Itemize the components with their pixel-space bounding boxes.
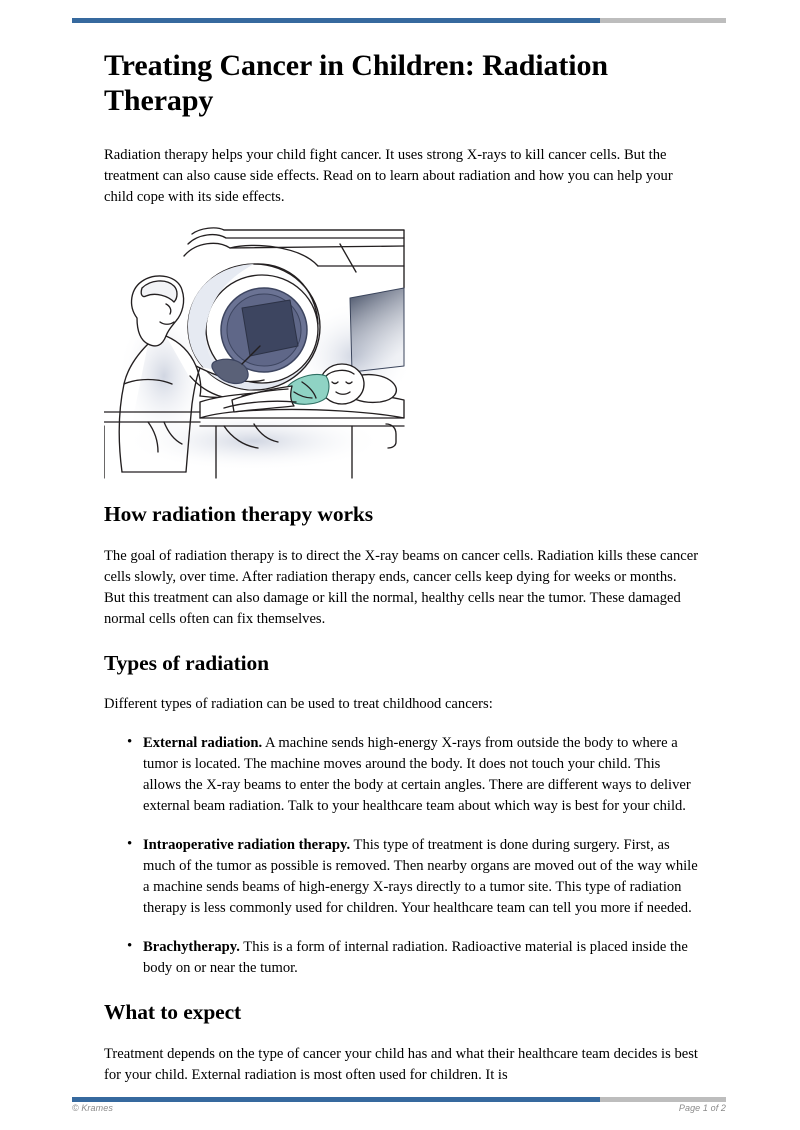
footer-rule <box>72 1097 726 1102</box>
header-rule-blue-segment <box>72 18 600 23</box>
list-item-description: This type of treatment is done during surgery. First, as much of the tumor as possible is removed. Then nearby organs are moved out of the way while a machine sends beams of high-energy X-rays directly to a tumor site. This type of radiation therapy is less commonly used for children. Your healthcare team can tell you more if needed. <box>143 837 698 917</box>
footer-rule-blue-segment <box>72 1097 600 1102</box>
list-item-term: Intraoperative radiation therapy. <box>143 837 351 854</box>
list-item-term: External radiation. <box>143 735 263 752</box>
list-item <box>104 835 700 919</box>
section-body-types-of-radiation: Different types of radiation can be used to treat childhood cancers: <box>104 696 493 713</box>
list-item <box>104 733 700 817</box>
intro-paragraph: Radiation therapy helps your child fight cancer. It uses strong X-rays to kill cancer cells. But the treatment can also cause side effects. Read on to learn about radiation and how you can help your child cope with its side effects. <box>104 146 673 205</box>
section-body-how-radiation-therapy-works: The goal of radiation therapy is to direct the X-ray beams on cancer cells. Radiation kills these cancer cells slowly, over time. After radiation therapy ends, cancer cells keep dying for weeks or months. But this treatment can also damage or kill the normal, healthy cells near the tumor. These damaged normal cells often can fix themselves. <box>104 547 699 627</box>
list-item <box>104 937 700 979</box>
section-heading-what-to-expect: What to expect <box>104 1000 242 1025</box>
radiation-therapy-illustration <box>104 226 414 481</box>
page-title: Treating Cancer in Children: Radiation Therapy <box>104 49 609 118</box>
list-item-description: This is a form of internal radiation. Radioactive material is placed inside the body on or near the tumor. <box>143 939 688 977</box>
list-item-description: A machine sends high-energy X-rays from outside the body to where a tumor is located. The machine moves around the body. It does not touch your child. This allows the X-ray beams to enter the body at certain angles. There are different ways to deliver external beam radiation. Talk to your healthcare team about which way is best for your child. <box>143 735 691 815</box>
section-body-what-to-expect: Treatment depends on the type of cancer your child has and what their healthcare team decides is best for your child. External radiation is most often used for children. It is <box>104 1046 698 1084</box>
section-heading-how-radiation-therapy-works: How radiation therapy works <box>104 501 374 526</box>
footer-copyright: © Krames <box>72 1103 113 1113</box>
footer-rule-gray-segment <box>600 1097 726 1102</box>
list-item-term: Brachytherapy. <box>143 939 240 956</box>
header-rule-gray-segment <box>600 18 726 23</box>
footer-page-number: Page 1 of 2 <box>678 1103 726 1113</box>
radiation-types-list <box>104 733 700 979</box>
wall-panel <box>350 288 404 372</box>
document-content <box>104 48 700 1086</box>
section-heading-types-of-radiation: Types of radiation <box>104 650 270 675</box>
header-rule <box>72 18 726 23</box>
